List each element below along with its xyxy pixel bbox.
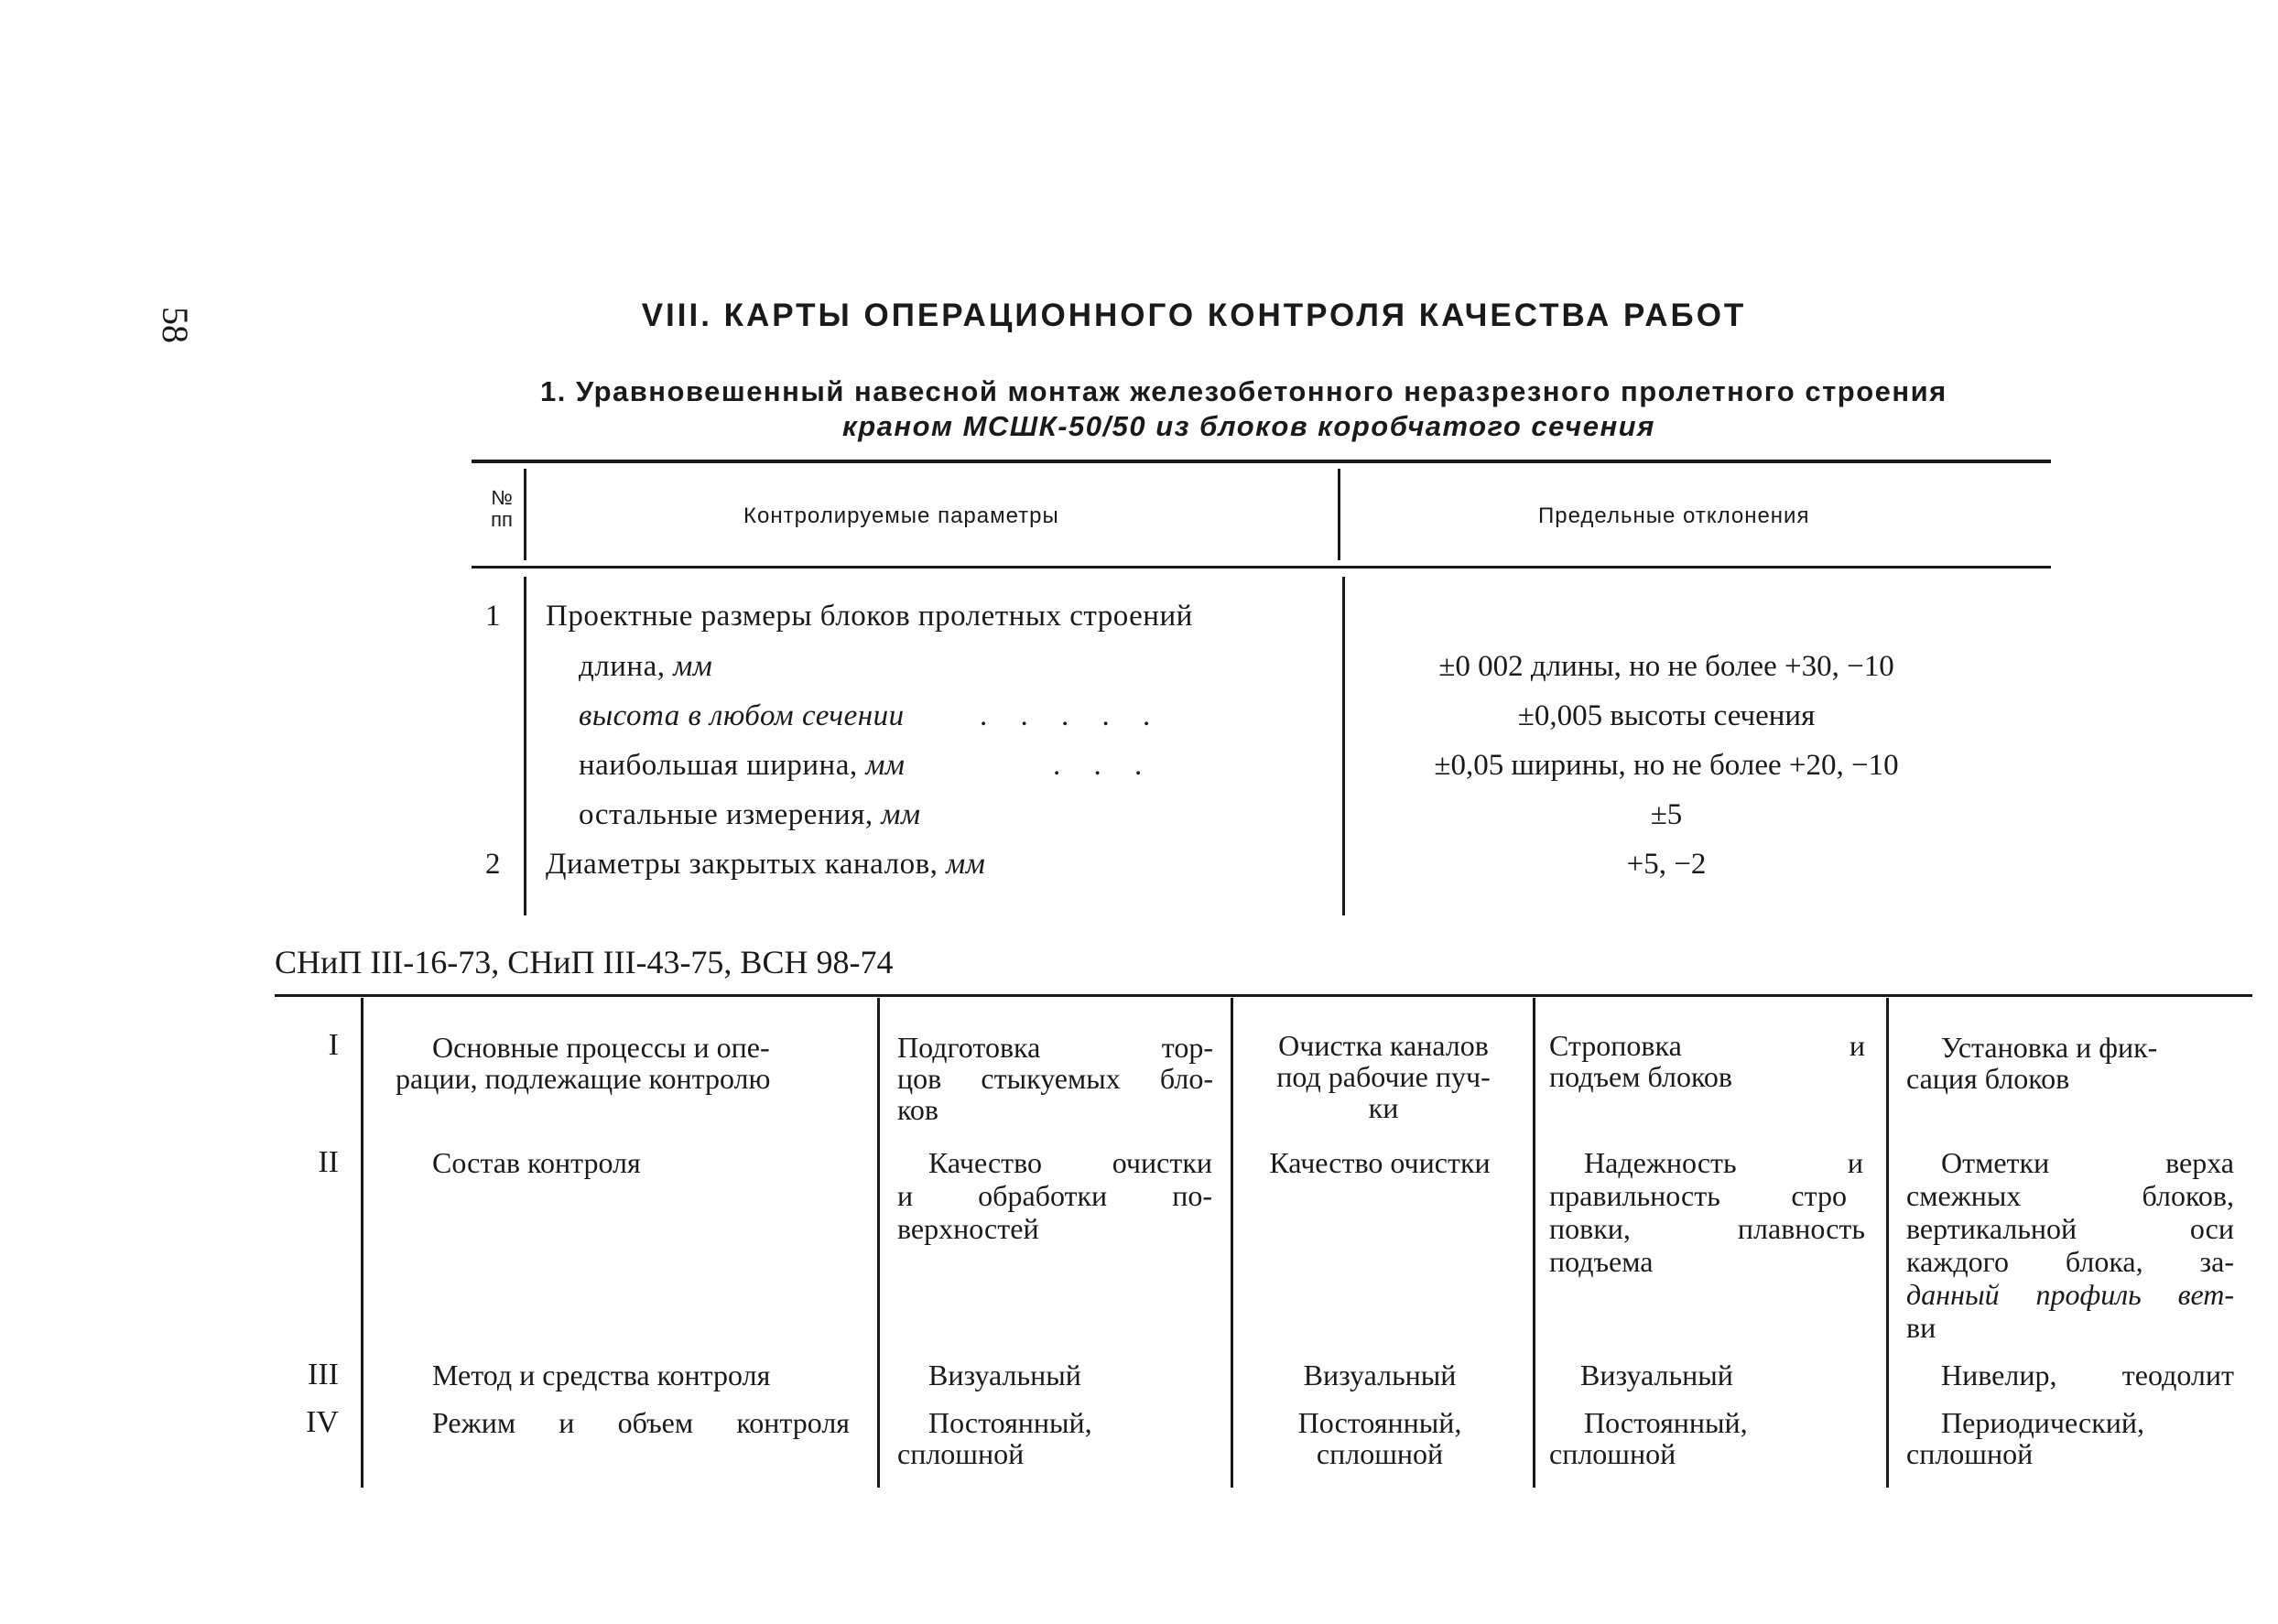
- row-number: 1: [485, 600, 501, 633]
- table1-divider-params: [1338, 469, 1340, 560]
- header-deviations: Предельные отклонения: [1538, 503, 1810, 528]
- section-title: VIII. КАРТЫ ОПЕРАЦИОННОГО КОНТРОЛЯ КАЧЕСТВА РАБОТ: [641, 298, 1747, 333]
- row-label: Состав контроля: [432, 1146, 641, 1179]
- leader-dots: . . .: [1053, 749, 1155, 782]
- row-number: 2: [485, 848, 501, 881]
- table1-divider-no: [524, 469, 526, 560]
- table-cell: Надежность и: [1584, 1146, 1863, 1179]
- leader-dots: . . . . .: [980, 699, 1164, 732]
- table-cell: сплошной: [897, 1437, 1025, 1470]
- table-cell: верхностей: [897, 1212, 1039, 1245]
- subtitle-line-1: 1. Уравновешенный навесной монтаж железобетонного неразрезного пролетного строения: [540, 375, 1947, 407]
- table-cell: смежных блоков,: [1906, 1179, 2234, 1212]
- table-cell: ков: [897, 1093, 939, 1126]
- row-label: Метод и средства контроля: [432, 1359, 771, 1391]
- param-text: длина, мм: [579, 650, 713, 683]
- table-cell: Отметки верха: [1941, 1146, 2234, 1179]
- table-cell: Нивелир, теодолит: [1941, 1359, 2234, 1391]
- table-cell: сплошной: [1549, 1437, 1676, 1470]
- table-cell: цов стыкуемых бло-: [897, 1062, 1213, 1095]
- table-cell: Качество очистки: [928, 1146, 1212, 1179]
- table-cell: сплошной: [1906, 1437, 2034, 1470]
- table-cell: сплошной: [1316, 1437, 1444, 1470]
- param-text: Проектные размеры блоков пролетных строений: [546, 600, 1193, 633]
- table-cell: Визуальный: [928, 1359, 1081, 1391]
- table-cell: Очистка каналов: [1278, 1029, 1489, 1062]
- param-text: остальные измерения, мм: [579, 798, 921, 831]
- row-roman: I: [328, 1028, 339, 1062]
- row-label: рации, подлежащие контролю: [396, 1062, 771, 1095]
- table-cell: подъем блоков: [1549, 1060, 1732, 1093]
- table-cell: ки: [1368, 1091, 1399, 1124]
- table-cell: под рабочие пуч-: [1276, 1060, 1491, 1093]
- param-text: наибольшая ширина, мм: [579, 749, 906, 782]
- table2-divider-2: [877, 998, 880, 1488]
- table1-header-rule: [472, 566, 2051, 568]
- table-cell: Визуальный: [1303, 1359, 1457, 1391]
- table2-divider-3: [1231, 998, 1233, 1488]
- table-cell: Строповка и: [1549, 1029, 1865, 1062]
- table-cell: Постоянный,: [1584, 1406, 1748, 1439]
- table-cell: и обработки по-: [897, 1179, 1212, 1212]
- deviation-text: ±5: [1650, 798, 1683, 831]
- table1-top-rule: [472, 460, 2051, 463]
- subtitle-line-2: краном МСШК-50/50 из блоков коробчатого сечения: [842, 410, 1655, 442]
- table-cell: Визуальный: [1580, 1359, 1733, 1391]
- table-cell: ви: [1906, 1311, 1936, 1344]
- table-cell: вертикальной оси: [1906, 1212, 2234, 1245]
- deviation-text: ±0,05 ширины, но не более +20, −10: [1434, 749, 1899, 782]
- table2-divider-4: [1533, 998, 1535, 1488]
- table-cell: Установка и фик-: [1941, 1031, 2158, 1064]
- row-roman: IV: [306, 1405, 339, 1439]
- table-cell: правильность стро: [1549, 1179, 1847, 1212]
- table-cell: сация блоков: [1906, 1062, 2070, 1095]
- table2-top-rule: [275, 994, 2252, 997]
- deviation-text: ±0 002 длины, но не более +30, −10: [1438, 650, 1894, 683]
- table2-divider-5: [1886, 998, 1889, 1488]
- header-params: Контролируемые параметры: [743, 503, 1059, 528]
- row-label: Режим и объем контроля: [432, 1406, 850, 1439]
- table-cell: Постоянный,: [928, 1406, 1092, 1439]
- table-cell: Периодический,: [1941, 1406, 2145, 1439]
- param-text: высота в любом сечении: [579, 699, 905, 732]
- table-cell: Подготовка тор-: [897, 1031, 1213, 1064]
- table-cell: каждого блока, за-: [1906, 1245, 2234, 1278]
- page-number: 58: [155, 307, 196, 343]
- table-cell: данный профиль вет-: [1906, 1278, 2234, 1311]
- table2-divider-1: [361, 998, 363, 1488]
- table-cell: Качество очистки: [1269, 1146, 1491, 1179]
- table1-body-divider-no: [524, 577, 526, 915]
- deviation-text: ±0,005 высоты сечения: [1517, 699, 1816, 732]
- row-roman: III: [308, 1358, 339, 1391]
- standards-reference: СНиП III-16-73, СНиП III-43-75, ВСН 98-74: [275, 944, 894, 980]
- table-cell: подъема: [1549, 1245, 1654, 1278]
- table-cell: Постоянный,: [1297, 1406, 1462, 1439]
- param-text: Диаметры закрытых каналов, мм: [546, 848, 986, 881]
- header-number: № пп: [491, 486, 513, 531]
- row-roman: II: [318, 1145, 339, 1179]
- table-cell: повки, плавность: [1549, 1212, 1865, 1245]
- deviation-text: +5, −2: [1626, 848, 1707, 881]
- row-label: Основные процессы и опе-: [432, 1031, 770, 1064]
